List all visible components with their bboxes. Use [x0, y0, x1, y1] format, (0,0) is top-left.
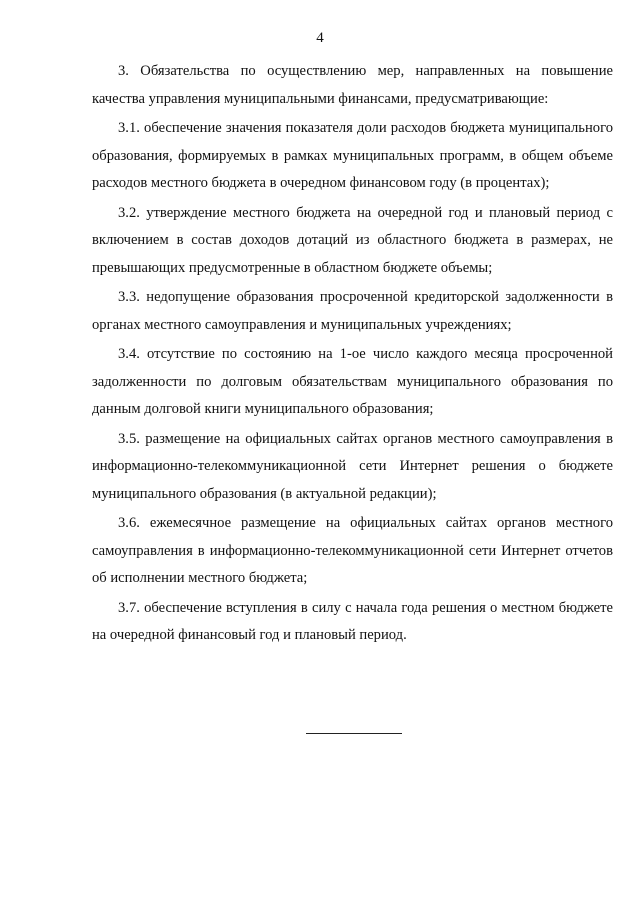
item-3-6: 3.6. ежемесячное размещение на официальных сайтах органов местного самоуправления в информационно-телекоммуникационной сети Интернет отчетов об исполнении местного бюджета;: [92, 515, 613, 586]
item-3-2: 3.2. утверждение местного бюджета на очередной год и плановый период с включением в состав доходов дотаций из областного бюджета в размерах, не превышающих предусмотренные в областном бюджете объемы;: [92, 204, 613, 276]
item-3-4: 3.4. отсутствие по состоянию на 1-ое число каждого месяца просроченной задолженности по долговым обязательствам муниципального образования по данным долговой книги муниципального образования;: [92, 346, 613, 417]
closing-line: [306, 733, 402, 734]
item-3-3: 3.3. недопущение образования просроченной кредиторской задолженности в органах местного самоуправления и муниципальных учреждениях;: [92, 289, 613, 333]
document-body: [92, 58, 613, 650]
section-3-heading: 3. Обязательства по осуществлению мер, направленных на повышение качества управления муниципальными финансами, предусматривающие:: [92, 63, 613, 107]
item-3-7: 3.7. обеспечение вступления в силу с начала года решения о местном бюджете на очередной финансовый год и плановый период.: [92, 599, 613, 643]
item-3-5: 3.5. размещение на официальных сайтах органов местного самоуправления в информационно-телекоммуникационной сети Интернет решения о бюджете муниципального образования (в актуальной редакции);: [92, 430, 613, 502]
item-3-1: 3.1. обеспечение значения показателя доли расходов бюджета муниципального образования, формируемых в рамках муниципальных программ, в общем объеме расходов местного бюджета в очередном финансовом году (в процентах);: [92, 120, 613, 191]
page-number: 4: [316, 30, 324, 46]
